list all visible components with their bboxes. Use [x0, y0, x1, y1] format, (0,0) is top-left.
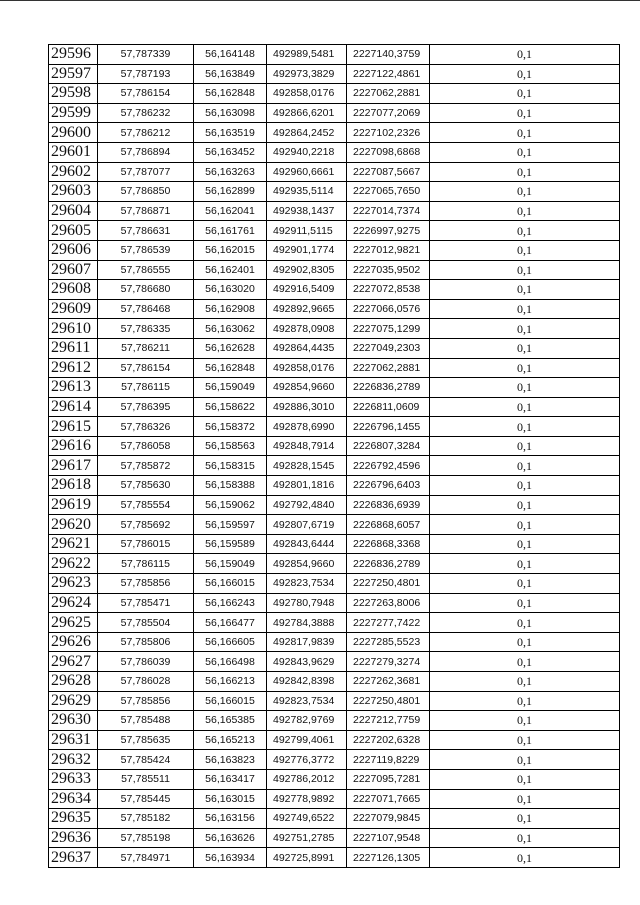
longitude-cell: 56,163062 — [194, 319, 267, 339]
table-row — [49, 613, 620, 633]
longitude-cell: 56,162899 — [194, 182, 267, 202]
table-row — [49, 769, 620, 789]
accuracy-cell: 0,1 — [430, 476, 620, 496]
y-coordinate-cell: 2227212,7759 — [347, 711, 430, 731]
accuracy-cell: 0,1 — [430, 593, 620, 613]
latitude-cell: 57,786115 — [98, 378, 194, 398]
longitude-cell: 56,166213 — [194, 672, 267, 692]
accuracy-cell: 0,1 — [430, 769, 620, 789]
latitude-cell: 57,786335 — [98, 319, 194, 339]
accuracy-cell: 0,1 — [430, 397, 620, 417]
latitude-cell: 57,786871 — [98, 201, 194, 221]
x-coordinate-cell: 492780,7948 — [267, 593, 347, 613]
table-row — [49, 456, 620, 476]
longitude-cell: 56,162041 — [194, 201, 267, 221]
y-coordinate-cell: 2227075,1299 — [347, 319, 430, 339]
latitude-cell: 57,785511 — [98, 769, 194, 789]
y-coordinate-cell: 2226997,9275 — [347, 221, 430, 241]
y-coordinate-cell: 2227065,7650 — [347, 182, 430, 202]
y-coordinate-cell: 2227035,9502 — [347, 260, 430, 280]
longitude-cell: 56,158315 — [194, 456, 267, 476]
accuracy-cell: 0,1 — [430, 64, 620, 84]
y-coordinate-cell: 2227102,2326 — [347, 123, 430, 143]
point-number-cell: 29602 — [49, 162, 98, 182]
accuracy-cell: 0,1 — [430, 632, 620, 652]
point-number-cell: 29620 — [49, 515, 98, 535]
accuracy-cell: 0,1 — [430, 828, 620, 848]
x-coordinate-cell: 492725,8991 — [267, 848, 347, 868]
x-coordinate-cell: 492973,3829 — [267, 64, 347, 84]
y-coordinate-cell: 2227126,1305 — [347, 848, 430, 868]
y-coordinate-cell: 2226811,0609 — [347, 397, 430, 417]
longitude-cell: 56,162628 — [194, 338, 267, 358]
y-coordinate-cell: 2227062,2881 — [347, 84, 430, 104]
x-coordinate-cell: 492940,2218 — [267, 142, 347, 162]
accuracy-cell: 0,1 — [430, 809, 620, 829]
longitude-cell: 56,161761 — [194, 221, 267, 241]
x-coordinate-cell: 492843,6444 — [267, 534, 347, 554]
longitude-cell: 56,159049 — [194, 554, 267, 574]
longitude-cell: 56,159049 — [194, 378, 267, 398]
table-row — [49, 162, 620, 182]
latitude-cell: 57,786395 — [98, 397, 194, 417]
point-number-cell: 29611 — [49, 338, 98, 358]
y-coordinate-cell: 2227119,8229 — [347, 750, 430, 770]
y-coordinate-cell: 2226836,2789 — [347, 554, 430, 574]
latitude-cell: 57,786468 — [98, 299, 194, 319]
y-coordinate-cell: 2227014,7374 — [347, 201, 430, 221]
longitude-cell: 56,163020 — [194, 280, 267, 300]
longitude-cell: 56,163626 — [194, 828, 267, 848]
y-coordinate-cell: 2226836,2789 — [347, 378, 430, 398]
table-row — [49, 260, 620, 280]
x-coordinate-cell: 492886,3010 — [267, 397, 347, 417]
longitude-cell: 56,166498 — [194, 652, 267, 672]
table-row — [49, 495, 620, 515]
x-coordinate-cell: 492878,0908 — [267, 319, 347, 339]
point-number-cell: 29622 — [49, 554, 98, 574]
latitude-cell: 57,785554 — [98, 495, 194, 515]
longitude-cell: 56,164148 — [194, 45, 267, 65]
y-coordinate-cell: 2226868,6057 — [347, 515, 430, 535]
table-row — [49, 436, 620, 456]
table-row — [49, 240, 620, 260]
y-coordinate-cell: 2226836,6939 — [347, 495, 430, 515]
longitude-cell: 56,163156 — [194, 809, 267, 829]
x-coordinate-cell: 492854,9660 — [267, 378, 347, 398]
table-row — [49, 64, 620, 84]
accuracy-cell: 0,1 — [430, 103, 620, 123]
x-coordinate-cell: 492864,4435 — [267, 338, 347, 358]
table-row — [49, 848, 620, 868]
accuracy-cell: 0,1 — [430, 417, 620, 437]
longitude-cell: 56,158388 — [194, 476, 267, 496]
table-row — [49, 574, 620, 594]
x-coordinate-cell: 492823,7534 — [267, 574, 347, 594]
longitude-cell: 56,158563 — [194, 436, 267, 456]
point-number-cell: 29614 — [49, 397, 98, 417]
latitude-cell: 57,786680 — [98, 280, 194, 300]
longitude-cell: 56,162848 — [194, 84, 267, 104]
longitude-cell: 56,159597 — [194, 515, 267, 535]
point-number-cell: 29629 — [49, 691, 98, 711]
y-coordinate-cell: 2227012,9821 — [347, 240, 430, 260]
accuracy-cell: 0,1 — [430, 358, 620, 378]
latitude-cell: 57,785488 — [98, 711, 194, 731]
point-number-cell: 29624 — [49, 593, 98, 613]
accuracy-cell: 0,1 — [430, 691, 620, 711]
latitude-cell: 57,786154 — [98, 358, 194, 378]
x-coordinate-cell: 492751,2785 — [267, 828, 347, 848]
point-number-cell: 29627 — [49, 652, 98, 672]
x-coordinate-cell: 492854,9660 — [267, 554, 347, 574]
latitude-cell: 57,786326 — [98, 417, 194, 437]
latitude-cell: 57,785872 — [98, 456, 194, 476]
y-coordinate-cell: 2227279,3274 — [347, 652, 430, 672]
table-row — [49, 319, 620, 339]
latitude-cell: 57,786015 — [98, 534, 194, 554]
accuracy-cell: 0,1 — [430, 456, 620, 476]
accuracy-cell: 0,1 — [430, 750, 620, 770]
coordinates-table-body — [49, 45, 620, 868]
table-row — [49, 45, 620, 65]
longitude-cell: 56,163849 — [194, 64, 267, 84]
point-number-cell: 29623 — [49, 574, 98, 594]
table-row — [49, 221, 620, 241]
latitude-cell: 57,785182 — [98, 809, 194, 829]
x-coordinate-cell: 492784,3888 — [267, 613, 347, 633]
longitude-cell: 56,165385 — [194, 711, 267, 731]
table-row — [49, 828, 620, 848]
latitude-cell: 57,785504 — [98, 613, 194, 633]
y-coordinate-cell: 2227049,2303 — [347, 338, 430, 358]
y-coordinate-cell: 2227250,4801 — [347, 691, 430, 711]
y-coordinate-cell: 2227066,0576 — [347, 299, 430, 319]
latitude-cell: 57,785856 — [98, 691, 194, 711]
accuracy-cell: 0,1 — [430, 280, 620, 300]
longitude-cell: 56,166243 — [194, 593, 267, 613]
x-coordinate-cell: 492799,4061 — [267, 730, 347, 750]
table-row — [49, 103, 620, 123]
accuracy-cell: 0,1 — [430, 534, 620, 554]
latitude-cell: 57,784971 — [98, 848, 194, 868]
table-row — [49, 711, 620, 731]
latitude-cell: 57,787193 — [98, 64, 194, 84]
table-row — [49, 750, 620, 770]
table-row — [49, 182, 620, 202]
x-coordinate-cell: 492938,1437 — [267, 201, 347, 221]
x-coordinate-cell: 492786,2012 — [267, 769, 347, 789]
point-number-cell: 29626 — [49, 632, 98, 652]
latitude-cell: 57,786028 — [98, 672, 194, 692]
accuracy-cell: 0,1 — [430, 142, 620, 162]
table-row — [49, 123, 620, 143]
accuracy-cell: 0,1 — [430, 123, 620, 143]
x-coordinate-cell: 492901,1774 — [267, 240, 347, 260]
point-number-cell: 29637 — [49, 848, 98, 868]
accuracy-cell: 0,1 — [430, 162, 620, 182]
point-number-cell: 29612 — [49, 358, 98, 378]
table-row — [49, 593, 620, 613]
accuracy-cell: 0,1 — [430, 652, 620, 672]
point-number-cell: 29606 — [49, 240, 98, 260]
y-coordinate-cell: 2227263,8006 — [347, 593, 430, 613]
table-row — [49, 378, 620, 398]
table-row — [49, 809, 620, 829]
x-coordinate-cell: 492749,6522 — [267, 809, 347, 829]
table-row — [49, 201, 620, 221]
accuracy-cell: 0,1 — [430, 672, 620, 692]
longitude-cell: 56,162401 — [194, 260, 267, 280]
latitude-cell: 57,785445 — [98, 789, 194, 809]
table-row — [49, 280, 620, 300]
accuracy-cell: 0,1 — [430, 260, 620, 280]
x-coordinate-cell: 492902,8305 — [267, 260, 347, 280]
x-coordinate-cell: 492989,5481 — [267, 45, 347, 65]
latitude-cell: 57,785198 — [98, 828, 194, 848]
y-coordinate-cell: 2227079,9845 — [347, 809, 430, 829]
point-number-cell: 29632 — [49, 750, 98, 770]
longitude-cell: 56,158372 — [194, 417, 267, 437]
x-coordinate-cell: 492828,1545 — [267, 456, 347, 476]
latitude-cell: 57,786039 — [98, 652, 194, 672]
x-coordinate-cell: 492892,9665 — [267, 299, 347, 319]
table-row — [49, 672, 620, 692]
longitude-cell: 56,158622 — [194, 397, 267, 417]
accuracy-cell: 0,1 — [430, 338, 620, 358]
longitude-cell: 56,162908 — [194, 299, 267, 319]
scan-edge-line — [0, 0, 640, 1]
x-coordinate-cell: 492842,8398 — [267, 672, 347, 692]
coordinates-table — [48, 44, 620, 868]
y-coordinate-cell: 2227277,7422 — [347, 613, 430, 633]
x-coordinate-cell: 492911,5115 — [267, 221, 347, 241]
table-row — [49, 84, 620, 104]
latitude-cell: 57,785471 — [98, 593, 194, 613]
point-number-cell: 29600 — [49, 123, 98, 143]
x-coordinate-cell: 492916,5409 — [267, 280, 347, 300]
y-coordinate-cell: 2226796,6403 — [347, 476, 430, 496]
point-number-cell: 29610 — [49, 319, 98, 339]
latitude-cell: 57,786058 — [98, 436, 194, 456]
y-coordinate-cell: 2227072,8538 — [347, 280, 430, 300]
x-coordinate-cell: 492960,6661 — [267, 162, 347, 182]
point-number-cell: 29625 — [49, 613, 98, 633]
accuracy-cell: 0,1 — [430, 378, 620, 398]
y-coordinate-cell: 2227077,2069 — [347, 103, 430, 123]
longitude-cell: 56,163015 — [194, 789, 267, 809]
accuracy-cell: 0,1 — [430, 789, 620, 809]
x-coordinate-cell: 492776,3772 — [267, 750, 347, 770]
accuracy-cell: 0,1 — [430, 182, 620, 202]
point-number-cell: 29619 — [49, 495, 98, 515]
accuracy-cell: 0,1 — [430, 84, 620, 104]
point-number-cell: 29628 — [49, 672, 98, 692]
point-number-cell: 29597 — [49, 64, 98, 84]
y-coordinate-cell: 2227262,3681 — [347, 672, 430, 692]
y-coordinate-cell: 2227095,7281 — [347, 769, 430, 789]
x-coordinate-cell: 492866,6201 — [267, 103, 347, 123]
accuracy-cell: 0,1 — [430, 574, 620, 594]
latitude-cell: 57,786211 — [98, 338, 194, 358]
point-number-cell: 29596 — [49, 45, 98, 65]
x-coordinate-cell: 492823,7534 — [267, 691, 347, 711]
point-number-cell: 29599 — [49, 103, 98, 123]
table-row — [49, 417, 620, 437]
x-coordinate-cell: 492843,9629 — [267, 652, 347, 672]
y-coordinate-cell: 2227202,6328 — [347, 730, 430, 750]
longitude-cell: 56,159062 — [194, 495, 267, 515]
point-number-cell: 29605 — [49, 221, 98, 241]
point-number-cell: 29618 — [49, 476, 98, 496]
table-row — [49, 789, 620, 809]
point-number-cell: 29609 — [49, 299, 98, 319]
accuracy-cell: 0,1 — [430, 319, 620, 339]
point-number-cell: 29608 — [49, 280, 98, 300]
longitude-cell: 56,163452 — [194, 142, 267, 162]
y-coordinate-cell: 2226807,3284 — [347, 436, 430, 456]
point-number-cell: 29616 — [49, 436, 98, 456]
y-coordinate-cell: 2226792,4596 — [347, 456, 430, 476]
latitude-cell: 57,785856 — [98, 574, 194, 594]
y-coordinate-cell: 2227098,6868 — [347, 142, 430, 162]
longitude-cell: 56,166015 — [194, 574, 267, 594]
accuracy-cell: 0,1 — [430, 240, 620, 260]
y-coordinate-cell: 2227062,2881 — [347, 358, 430, 378]
accuracy-cell: 0,1 — [430, 730, 620, 750]
accuracy-cell: 0,1 — [430, 515, 620, 535]
y-coordinate-cell: 2227122,4861 — [347, 64, 430, 84]
point-number-cell: 29630 — [49, 711, 98, 731]
y-coordinate-cell: 2227250,4801 — [347, 574, 430, 594]
table-row — [49, 652, 620, 672]
accuracy-cell: 0,1 — [430, 201, 620, 221]
latitude-cell: 57,785635 — [98, 730, 194, 750]
x-coordinate-cell: 492878,6990 — [267, 417, 347, 437]
x-coordinate-cell: 492807,6719 — [267, 515, 347, 535]
longitude-cell: 56,163519 — [194, 123, 267, 143]
point-number-cell: 29631 — [49, 730, 98, 750]
latitude-cell: 57,786154 — [98, 84, 194, 104]
latitude-cell: 57,786232 — [98, 103, 194, 123]
x-coordinate-cell: 492858,0176 — [267, 358, 347, 378]
accuracy-cell: 0,1 — [430, 45, 620, 65]
x-coordinate-cell: 492801,1816 — [267, 476, 347, 496]
accuracy-cell: 0,1 — [430, 495, 620, 515]
latitude-cell: 57,785630 — [98, 476, 194, 496]
table-row — [49, 515, 620, 535]
latitude-cell: 57,785424 — [98, 750, 194, 770]
x-coordinate-cell: 492817,9839 — [267, 632, 347, 652]
y-coordinate-cell: 2227285,5523 — [347, 632, 430, 652]
point-number-cell: 29603 — [49, 182, 98, 202]
latitude-cell: 57,786555 — [98, 260, 194, 280]
y-coordinate-cell: 2226796,1455 — [347, 417, 430, 437]
longitude-cell: 56,163098 — [194, 103, 267, 123]
accuracy-cell: 0,1 — [430, 554, 620, 574]
longitude-cell: 56,163823 — [194, 750, 267, 770]
longitude-cell: 56,162848 — [194, 358, 267, 378]
table-row — [49, 338, 620, 358]
point-number-cell: 29601 — [49, 142, 98, 162]
longitude-cell: 56,166605 — [194, 632, 267, 652]
latitude-cell: 57,785692 — [98, 515, 194, 535]
point-number-cell: 29634 — [49, 789, 98, 809]
point-number-cell: 29613 — [49, 378, 98, 398]
latitude-cell: 57,786894 — [98, 142, 194, 162]
accuracy-cell: 0,1 — [430, 436, 620, 456]
point-number-cell: 29621 — [49, 534, 98, 554]
y-coordinate-cell: 2226868,3368 — [347, 534, 430, 554]
longitude-cell: 56,163934 — [194, 848, 267, 868]
accuracy-cell: 0,1 — [430, 221, 620, 241]
table-row — [49, 397, 620, 417]
x-coordinate-cell: 492848,7914 — [267, 436, 347, 456]
longitude-cell: 56,163263 — [194, 162, 267, 182]
latitude-cell: 57,786850 — [98, 182, 194, 202]
x-coordinate-cell: 492858,0176 — [267, 84, 347, 104]
latitude-cell: 57,787339 — [98, 45, 194, 65]
table-row — [49, 299, 620, 319]
point-number-cell: 29604 — [49, 201, 98, 221]
coordinates-table-container — [48, 44, 620, 868]
table-row — [49, 476, 620, 496]
y-coordinate-cell: 2227107,9548 — [347, 828, 430, 848]
longitude-cell: 56,166477 — [194, 613, 267, 633]
table-row — [49, 534, 620, 554]
x-coordinate-cell: 492778,9892 — [267, 789, 347, 809]
table-row — [49, 632, 620, 652]
accuracy-cell: 0,1 — [430, 711, 620, 731]
point-number-cell: 29607 — [49, 260, 98, 280]
x-coordinate-cell: 492782,9769 — [267, 711, 347, 731]
point-number-cell: 29636 — [49, 828, 98, 848]
point-number-cell: 29633 — [49, 769, 98, 789]
latitude-cell: 57,785806 — [98, 632, 194, 652]
x-coordinate-cell: 492864,2452 — [267, 123, 347, 143]
longitude-cell: 56,162015 — [194, 240, 267, 260]
table-row — [49, 691, 620, 711]
longitude-cell: 56,165213 — [194, 730, 267, 750]
x-coordinate-cell: 492792,4840 — [267, 495, 347, 515]
table-row — [49, 730, 620, 750]
table-row — [49, 142, 620, 162]
y-coordinate-cell: 2227140,3759 — [347, 45, 430, 65]
table-row — [49, 358, 620, 378]
point-number-cell: 29635 — [49, 809, 98, 829]
accuracy-cell: 0,1 — [430, 299, 620, 319]
y-coordinate-cell: 2227071,7665 — [347, 789, 430, 809]
accuracy-cell: 0,1 — [430, 848, 620, 868]
y-coordinate-cell: 2227087,5667 — [347, 162, 430, 182]
latitude-cell: 57,786539 — [98, 240, 194, 260]
longitude-cell: 56,166015 — [194, 691, 267, 711]
longitude-cell: 56,159589 — [194, 534, 267, 554]
point-number-cell: 29615 — [49, 417, 98, 437]
longitude-cell: 56,163417 — [194, 769, 267, 789]
latitude-cell: 57,786631 — [98, 221, 194, 241]
accuracy-cell: 0,1 — [430, 613, 620, 633]
latitude-cell: 57,786115 — [98, 554, 194, 574]
latitude-cell: 57,786212 — [98, 123, 194, 143]
point-number-cell: 29617 — [49, 456, 98, 476]
x-coordinate-cell: 492935,5114 — [267, 182, 347, 202]
latitude-cell: 57,787077 — [98, 162, 194, 182]
table-row — [49, 554, 620, 574]
point-number-cell: 29598 — [49, 84, 98, 104]
